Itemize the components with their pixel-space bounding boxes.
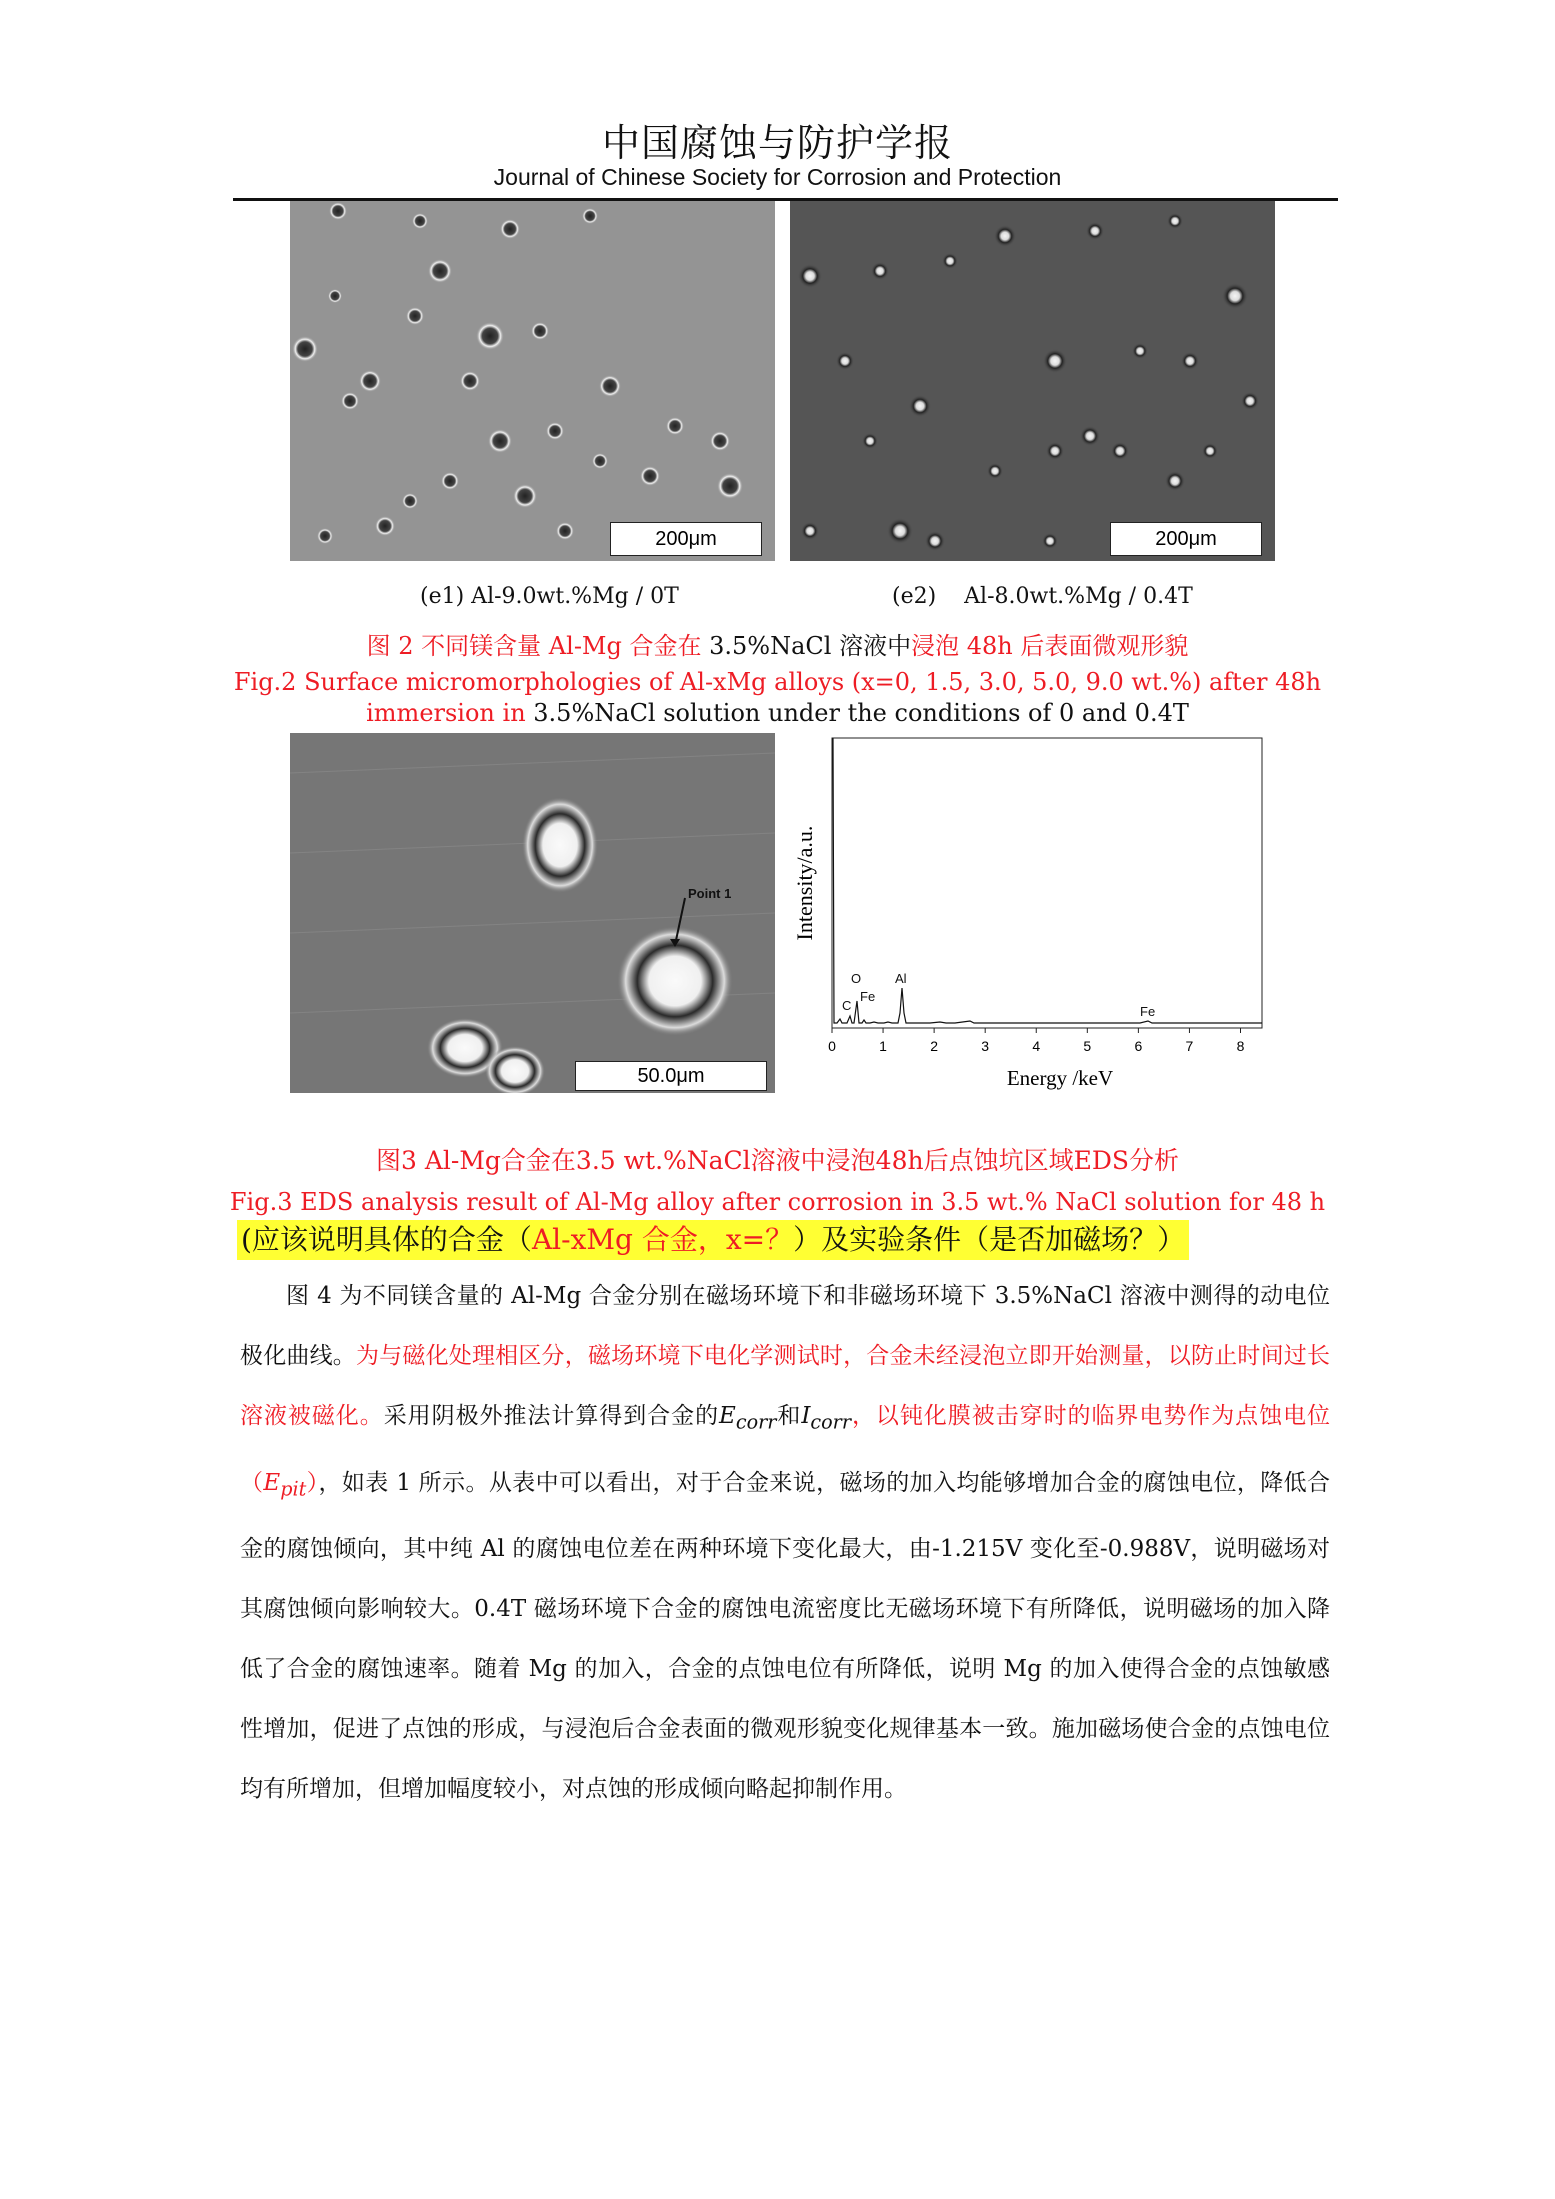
eds-peak-fe-2: Fe [1140, 1004, 1156, 1019]
p1-red-1: 为与磁化处理相区分，磁场环境下电化学测试时，合金未经浸泡立即开始测量，以防止时间过长溶液被磁化。 [240, 1343, 1331, 1429]
journal-title-cn: 中国腐蚀与防护学报 [601, 121, 953, 165]
scale-bar-fig3: 50.0μm [575, 1061, 767, 1091]
fig3-caption-cn: 图3 Al-Mg合金在3.5 wt.%NaCl溶液中浸泡48h后点蚀坑区域EDS分析 [375, 1146, 1180, 1175]
eds-xtick-label: 1 [879, 1038, 887, 1054]
eds-xtick-label: 5 [1083, 1038, 1092, 1054]
eds-xtick-label: 8 [1236, 1038, 1245, 1054]
scale-bar-e2: 200μm [1110, 522, 1262, 556]
paragraph-1 [240, 1266, 1330, 1819]
review-note-c: ）及实验条件（是否加磁场？） [793, 1223, 1186, 1256]
sub-corr-1: corr [735, 1410, 777, 1434]
sub-corr-2: corr [810, 1410, 851, 1434]
p1-and: 和 [776, 1403, 802, 1429]
eds-spectrum [780, 733, 1280, 1093]
eds-peak-o: O [851, 971, 862, 986]
point-1-label: Point 1 [688, 886, 732, 901]
sem-image-fig3 [290, 733, 775, 1093]
fig2-caption-cn [0, 631, 1555, 662]
fig2-caption-cn-a: 图 2 不同镁含量 Al-Mg 合金在 [366, 632, 710, 660]
fig2-caption-cn-b: 3.5%NaCl 溶液中 [709, 632, 912, 660]
fig2-caption-en-line2-b: 3.5%NaCl solution under the conditions of 0 and 0.4T [533, 699, 1189, 727]
sem-texture-e2 [790, 201, 1275, 561]
panel-label-e1: (e1) Al-9.0wt.%Mg / 0T [420, 584, 679, 609]
sem-texture-e1 [290, 201, 775, 561]
fig2-caption-en-line2 [0, 698, 1555, 729]
sem-image-e2 [790, 201, 1275, 561]
review-note-a: (应该说明具体的合金（ [241, 1223, 532, 1256]
panel-label-e2: (e2) Al-8.0wt.%Mg / 0.4T [892, 584, 1193, 609]
fig2-caption-en-line2-a: immersion in [366, 699, 534, 727]
eds-chart-svg [780, 733, 1280, 1093]
p1-text-3: ，如表 1 所示。从表中可以看出，对于合金来说，磁场的加入均能够增加合金的腐蚀电位，降低合金的腐蚀倾向，其中纯 Al 的腐蚀电位差在两种环境下变化最大，由-1.215V 变化至-0.988V，说明磁场对其腐蚀倾向影响较大。0.4T 磁场环境下合金的腐蚀电流密度比无磁场环境下有所降低，说明磁场的加入降低了合金的腐蚀速率。随着 Mg 的加入，合金的点蚀电位有所降低，说明 Mg 的加入使得合金的点蚀敏感性增加，促进了点蚀的形成，与浸泡后合金表面的微观形貌变化规律基本一致。施加磁场使合金的点蚀电位均有所增加，但增加幅度较小，对点蚀的形成倾向略起抑制作用。 [240, 1469, 1331, 1803]
sem-image-e1 [290, 201, 775, 561]
p1-red-3: ） [306, 1469, 319, 1496]
p1-text-1: 图 4 为不同镁含量的 Al-Mg 合金分别在磁场环境下和非磁场环境下 3.5%NaCl 溶液中测得的动电位极化曲线。 [240, 1283, 1330, 1369]
body-paragraph [240, 1266, 1330, 1819]
eds-xtick-label: 7 [1185, 1038, 1194, 1054]
eds-xtick-label: 4 [1032, 1038, 1041, 1054]
var-e-pit: E [263, 1469, 281, 1496]
eds-ylabel: Intensity/a.u. [792, 825, 817, 941]
eds-peak-c: C [842, 998, 852, 1013]
scale-bar-e1: 200μm [610, 522, 762, 556]
var-i-corr: I [801, 1403, 811, 1429]
var-e-corr: E [719, 1403, 736, 1429]
eds-xtick-label: 0 [828, 1038, 836, 1054]
review-note-b: Al-xMg 合金，x=？ [531, 1223, 794, 1256]
fig2-caption-cn-c: 浸泡 48h 后表面微观形貌 [911, 632, 1189, 660]
sub-pit: pit [280, 1477, 307, 1501]
eds-xtick-label: 3 [981, 1038, 990, 1054]
eds-xlabel: Energy /keV [1006, 1066, 1114, 1090]
fig2-caption-en-line1: Fig.2 Surface micromorphologies of Al-xMg alloys (x=0, 1.5, 3.0, 5.0, 9.0 wt.%) after 48h [233, 668, 1322, 696]
sem-texture-fig3 [290, 733, 775, 1093]
review-note [237, 1220, 1189, 1260]
eds-xtick-label: 6 [1134, 1038, 1143, 1054]
journal-title-en: Journal of Chinese Society for Corrosion and Protection [493, 164, 1062, 190]
eds-xtick-label: 2 [930, 1038, 939, 1054]
p1-text-2: 采用阴极外推法计算得到合金的 [383, 1403, 720, 1429]
fig3-caption-en: Fig.3 EDS analysis result of Al-Mg alloy after corrosion in 3.5 wt.% NaCl solution for 48 h [229, 1188, 1326, 1216]
p1-red-2: 以钝化膜被击穿时的临界电势作为点蚀电位（ [240, 1403, 1331, 1496]
eds-peak-al: Al [895, 971, 907, 986]
eds-peak-fe-1: Fe [860, 989, 876, 1004]
p1-comma: ， [851, 1403, 876, 1429]
